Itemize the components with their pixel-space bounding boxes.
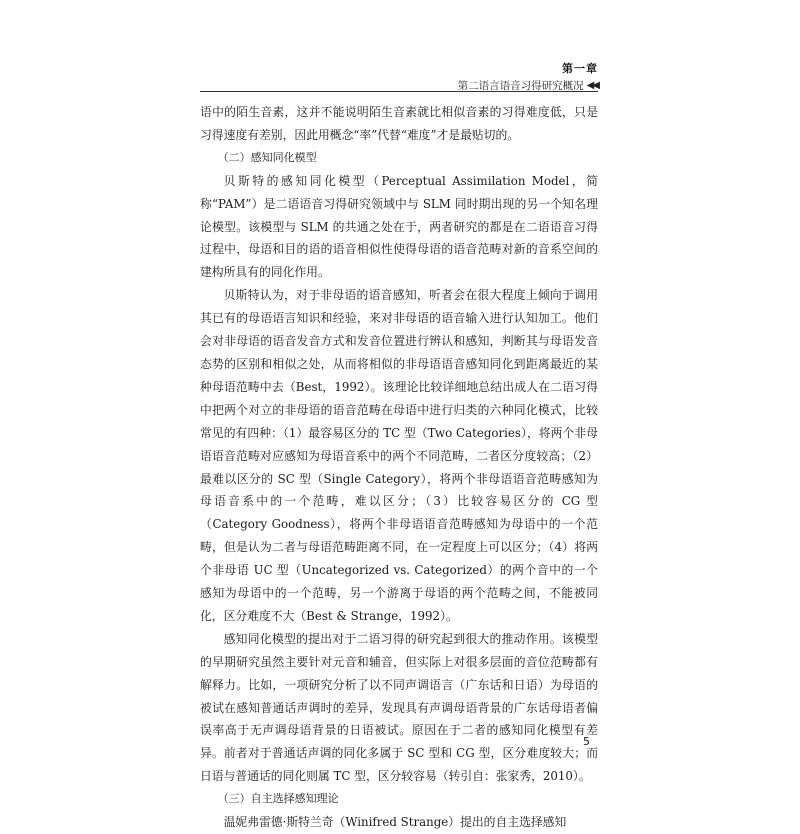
paragraph: 温妮弗雷德·斯特兰奇（Winifred Strange）提出的自主选择感知 (223, 815, 567, 830)
running-header (458, 60, 598, 93)
section-title: 第二语言语音习得研究概况 (457, 80, 584, 92)
paragraph: 贝斯特认为，对于非母语的语音感知，听者会在很大程度上倾向于调用其已有的母语语言知识和经验，来对非母语的语音输入进行认知加工。他们会对非母语的语音发音方式和发音位置进行辨认和感知，判断其与母语发音态势的区别和相似之处，从而将相似的非母语语音感知同化到距离最近的某种母语范畴中去（Best，1992）。该理论比较详细地总结出成人在二语习得中把两个对立的非母语的语音范畴在母语中进行归类的六种同化模式，比较常见的有四种：（1）最容易区分的 TC 型（Two Categories），将两个非母语语音范畴对应感知为母语音系中的两个不同范畴，二者区分度较高；（2）最难以区分的 SC 型（Single Category），将两个非母语语音范畴感知为母语音系中的一个范畴，难以区分；（3）比较容易区分的 CG 型（Category Goodness），将两个非母语语音范畴感知为母语中的一个范畴，但是认为二者与母语范畴距离不同，在一定程度上可以区分；（4）将两个非母语 UC 型（Uncategorized vs. Categorized）的两个音中的一个感知为母语中的一个范畴，另一个游离于母语的两个范畴之间，不能被同化，区分难度不大（Best & Strange，1992）。 (200, 288, 598, 623)
header-rule (200, 91, 598, 92)
double-left-arrow-icon: ◀◀ (586, 80, 598, 91)
paragraph-continued: 语中的陌生音素，这并不能说明陌生音素就比相似音素的习得难度低，只是习得速度有差别，因此用概念“率”代替“难度”才是最贴切的。 (200, 105, 598, 142)
chapter-label: 第一章 (562, 62, 598, 75)
page-number: 5 (583, 735, 590, 748)
paragraph: 贝斯特的感知同化模型（Perceptual Assimilation Model，简称“PAM”）是二语语音习得研究领域中与 SLM 同时期出现的另一个知名理论模型。该模型与 SLM 的共通之处在于，两者研究的都是在二语语音习得过程中，母语和目的语的语音相似性使得母语的语音范畴对新的音系空间的建构所具有的同化作用。 (200, 173, 598, 280)
paragraph: 感知同化模型的提出对于二语习得的研究起到很大的推动作用。该模型的早期研究虽然主要针对元音和辅音，但实际上对很多层面的音位范畴都有解释力。比如，一项研究分析了以不同声调语言（广东话和日语）为母语的被试在感知普通话声调时的差异，发现具有声调母语背景的广东话母语者偏误率高于无声调母语背景的日语被试。原因在于二者的感知同化模型有差异。前者对于普通话声调的同化多属于 SC 型和 CG 型，区分难度较大；而日语与普通话的同化则属 TC 型，区分较容易（转引自：张家秀，2010）。 (200, 631, 598, 784)
section-heading-selective-perception: （三）自主选择感知理论 (217, 792, 339, 806)
body-text (200, 101, 598, 834)
section-heading-pam: （二）感知同化模型 (217, 150, 317, 164)
